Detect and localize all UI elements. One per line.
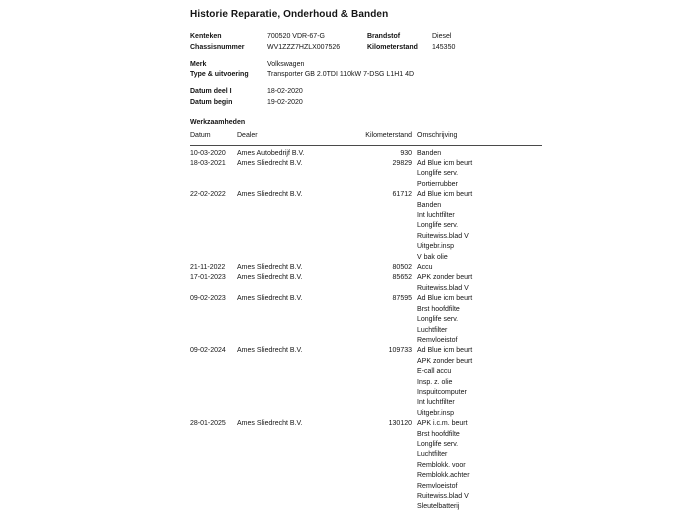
- row-kilometerstand: 130120: [388, 420, 412, 428]
- omschrijving-line: Ad Blue icm beurt: [417, 347, 473, 355]
- column-header-dealer: Dealer: [237, 131, 360, 145]
- omschrijving-line: V bak olie: [417, 253, 448, 261]
- table-row: [190, 263, 542, 273]
- row-datum: 09-02-2023: [190, 295, 226, 303]
- info-row-type: [190, 70, 542, 81]
- column-header-datum: Datum: [190, 131, 237, 145]
- table-row: [190, 190, 542, 263]
- chassisnummer-value: WV1ZZZ7HZLX007526: [267, 43, 341, 51]
- omschrijving-line: Longlife serv.: [417, 440, 459, 448]
- row-kilometerstand: 87595: [392, 295, 412, 303]
- datum-begin-value: 19-02-2020: [267, 98, 303, 106]
- type-uitvoering-label: Type & uitvoering: [190, 71, 249, 79]
- merk-value: Volkswagen: [267, 60, 305, 68]
- omschrijving-line: Brst hoofdfilte: [417, 305, 460, 313]
- table-row: [190, 419, 542, 513]
- datum-deel1-label: Datum deel I: [190, 88, 232, 96]
- omschrijving-line: Longlife serv.: [417, 222, 459, 230]
- row-dealer: Ames Sliedrecht B.V.: [237, 264, 303, 272]
- row-datum: 10-03-2020: [190, 149, 226, 157]
- omschrijving-line: Banden: [417, 201, 442, 209]
- omschrijving-line: Int luchtfilter: [417, 212, 455, 220]
- kilometerstand-label: Kilometerstand: [367, 43, 418, 51]
- info-row-datum-begin: [190, 98, 542, 109]
- row-kilometerstand: 61712: [392, 191, 412, 199]
- report-content: [190, 8, 542, 513]
- omschrijving-line: E-call accu: [417, 368, 452, 376]
- omschrijving-line: Ruitewiss.blad V: [417, 284, 469, 292]
- row-omschrijving: [412, 346, 542, 419]
- row-datum: 21-11-2022: [190, 264, 226, 272]
- werkzaamheden-table-header: [190, 131, 542, 145]
- omschrijving-line: Luchtfilter: [417, 451, 448, 459]
- datum-deel1-value: 18-02-2020: [267, 88, 303, 96]
- omschrijving-line: Ruitewiss.blad V: [417, 493, 469, 500]
- datum-begin-label: Datum begin: [190, 98, 233, 106]
- merk-label: Merk: [190, 60, 207, 68]
- omschrijving-line: Ruitewiss.blad V: [417, 232, 469, 240]
- omschrijving-line: Inspuitcomputer: [417, 388, 467, 396]
- row-dealer: Ames Sliedrecht B.V.: [237, 347, 303, 355]
- row-dealer: Ames Sliedrecht B.V.: [237, 295, 303, 303]
- info-row-chassisnummer: [190, 43, 542, 54]
- row-dealer: Ames Sliedrecht B.V.: [237, 420, 303, 428]
- column-header-omschrijving: Omschrijving: [412, 131, 542, 145]
- werkzaamheden-table-body: [190, 145, 542, 513]
- page-title: Historie Reparatie, Onderhoud & Banden: [190, 9, 389, 20]
- omschrijving-line: Ad Blue icm beurt: [417, 191, 473, 199]
- row-kilometerstand: 109733: [388, 347, 412, 355]
- row-omschrijving: [412, 273, 542, 294]
- omschrijving-line: Insp. z. olie: [417, 378, 453, 386]
- omschrijving-line: Sleutelbatterij: [417, 503, 460, 511]
- row-omschrijving: [412, 419, 542, 513]
- omschrijving-line: Brst hoofdfilte: [417, 430, 460, 438]
- table-row: [190, 273, 542, 294]
- brandstof-value: Diesel: [432, 33, 452, 40]
- row-dealer: Ames Sliedrecht B.V.: [237, 160, 303, 167]
- omschrijving-line: APK zonder beurt: [417, 274, 473, 282]
- row-omschrijving: [412, 190, 542, 263]
- omschrijving-line: Accu: [417, 264, 433, 272]
- row-datum: 28-01-2025: [190, 420, 226, 428]
- omschrijving-line: Remblokk. voor: [417, 461, 466, 469]
- omschrijving-line: Luchtfilter: [417, 326, 448, 334]
- row-kilometerstand: 930: [400, 149, 412, 157]
- row-datum: 09-02-2024: [190, 347, 226, 355]
- info-row-datum-deel1: [190, 87, 542, 98]
- omschrijving-line: Int luchtfilter: [417, 399, 455, 407]
- table-row: [190, 294, 542, 346]
- omschrijving-line: Remblokk.achter: [417, 472, 470, 480]
- row-datum: 22-02-2022: [190, 191, 226, 199]
- omschrijving-line: Longlife serv.: [417, 170, 459, 178]
- column-header-kilometerstand: Kilometerstand: [360, 131, 412, 145]
- omschrijving-line: APK zonder beurt: [417, 357, 473, 365]
- row-kilometerstand: 80502: [392, 264, 412, 272]
- werkzaamheden-heading: Werkzaamheden: [190, 118, 246, 126]
- row-dealer: Ames Autobedrijf B.V.: [237, 149, 305, 157]
- dates-block: [190, 87, 542, 109]
- werkzaamheden-table: [190, 131, 542, 513]
- row-dealer: Ames Sliedrecht B.V.: [237, 191, 303, 199]
- omschrijving-line: Uitgebr.insp: [417, 409, 454, 417]
- kenteken-value: 700520 VDR-67-G: [267, 33, 325, 40]
- info-row-merk: [190, 60, 542, 71]
- row-datum: 17-01-2023: [190, 274, 226, 282]
- table-row: [190, 159, 542, 190]
- kilometerstand-value: 145350: [432, 43, 456, 51]
- table-row: [190, 145, 542, 159]
- omschrijving-line: Longlife serv.: [417, 316, 459, 324]
- omschrijving-line: Uitgebr.insp: [417, 243, 454, 251]
- row-omschrijving: [412, 159, 542, 190]
- kenteken-label: Kenteken: [190, 33, 222, 40]
- vehicle-identity-block: [190, 32, 542, 54]
- omschrijving-line: Ad Blue icm beurt: [417, 295, 473, 303]
- type-uitvoering-value: Transporter GB 2.0TDI 110kW 7-DSG L1H1 4D: [267, 71, 415, 79]
- omschrijving-line: Ad Blue icm beurt: [417, 160, 473, 167]
- row-kilometerstand: 85652: [392, 274, 412, 282]
- row-omschrijving: [412, 145, 542, 159]
- table-row: [190, 346, 542, 419]
- omschrijving-line: Portierrubber: [417, 180, 458, 188]
- brandstof-label: Brandstof: [367, 33, 401, 40]
- row-omschrijving: [412, 294, 542, 346]
- vehicle-type-block: [190, 60, 542, 82]
- omschrijving-line: APK i.c.m. beurt: [417, 420, 468, 428]
- omschrijving-line: Remvloeistof: [417, 336, 458, 344]
- row-dealer: Ames Sliedrecht B.V.: [237, 274, 303, 282]
- info-row-kenteken: [190, 32, 542, 43]
- row-datum: 18-03-2021: [190, 160, 226, 167]
- row-omschrijving: [412, 263, 542, 273]
- omschrijving-line: Banden: [417, 149, 442, 157]
- row-kilometerstand: 29829: [392, 160, 412, 167]
- chassisnummer-label: Chassisnummer: [190, 43, 245, 51]
- omschrijving-line: Remvloeistof: [417, 482, 458, 490]
